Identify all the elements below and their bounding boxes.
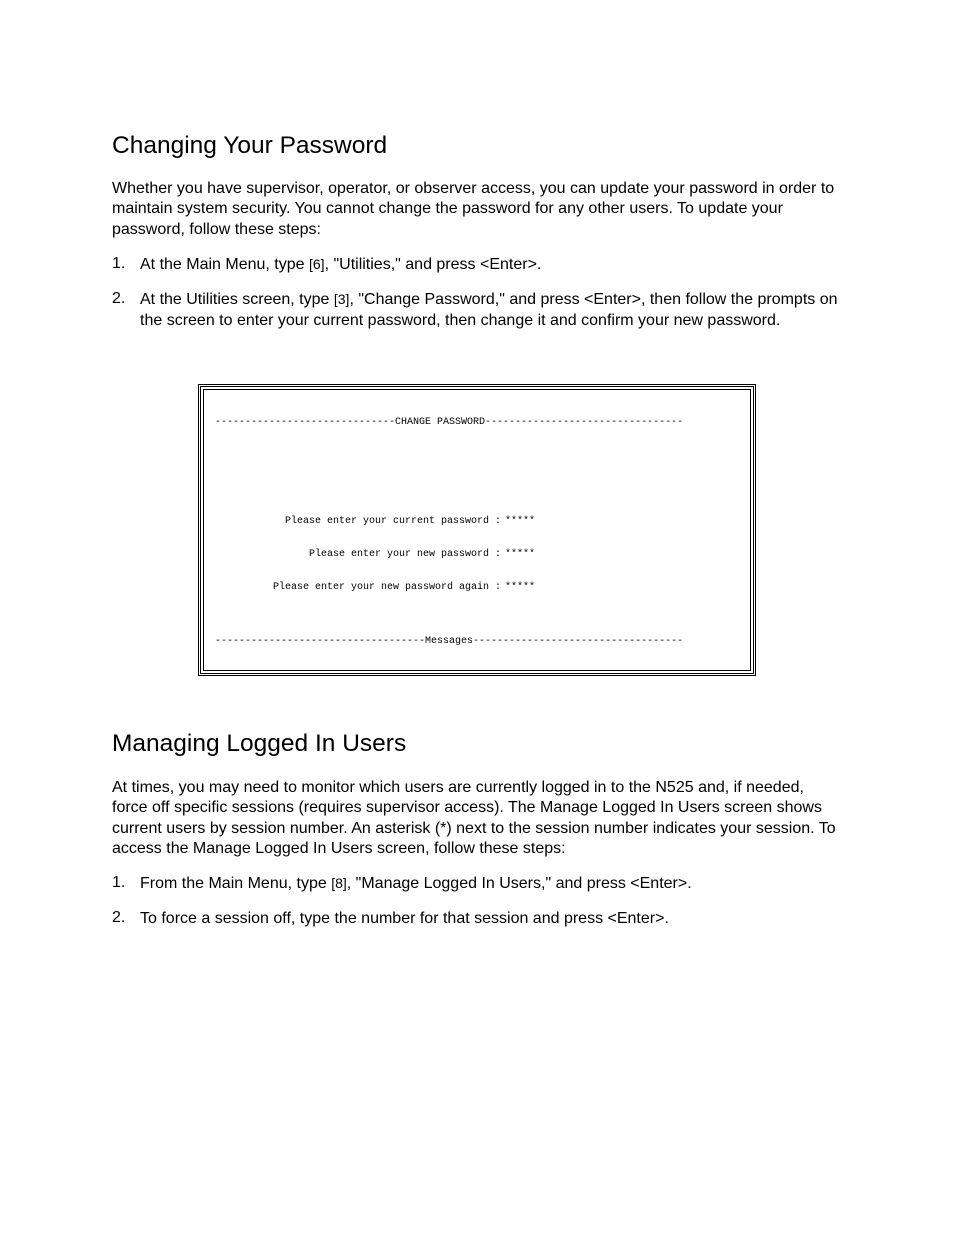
list-item (112, 289, 842, 331)
terminal-messages-bar: -----------------------------------Messages----------------------------------- (215, 636, 684, 647)
step-number: 1. (112, 874, 126, 891)
list-item (112, 254, 842, 275)
step-text: , "Change Password," and press <Enter>, then follow the prompts on the screen to enter your current password, then change it and confirm your new password. (140, 291, 838, 329)
section-heading-managing-users: Managing Logged In Users (112, 730, 407, 757)
terminal-masked-value: ***** (505, 549, 536, 560)
list-item (112, 908, 842, 929)
terminal-prompt: Please enter your new password again : (273, 582, 502, 593)
step-key: [8] (331, 875, 347, 891)
terminal-screenshot-change-password (198, 384, 756, 676)
steps-list (112, 873, 842, 944)
terminal-prompt: Please enter your current password : (285, 516, 502, 527)
section-intro-paragraph: At times, you may need to monitor which users are currently logged in to the N525 and, if needed, force off specific sessions (requires supervisor access). The Manage Logged In Users screen shows current users by session number. An asterisk (*) next to the session number indicates your session. To access the Manage Logged In Users screen, follow these steps: (112, 779, 836, 857)
step-number: 2. (112, 290, 126, 308)
step-number: 2. (112, 909, 126, 927)
step-text: To force a session off, type the number for that session and press <Enter>. (140, 910, 669, 928)
step-text: At the Main Menu, type (140, 256, 309, 273)
step-key: [6] (308, 256, 325, 272)
step-text: From the Main Menu, type (140, 875, 332, 892)
terminal-prompts (273, 494, 501, 615)
step-number: 1. (112, 255, 126, 272)
terminal-prompt: Please enter your new password : (309, 549, 502, 560)
step-text: , "Utilities," and press <Enter>. (324, 256, 542, 273)
step-text: , "Manage Logged In Users," and press <Enter>. (346, 875, 692, 892)
terminal-masked-value: ***** (505, 516, 536, 527)
terminal-values (505, 494, 535, 615)
section-intro-paragraph: Whether you have supervisor, operator, or observer access, you can update your password in order to maintain system security. You cannot change the password for any other users. To update your password, follow these steps: (112, 180, 835, 238)
step-key: [3] (333, 291, 350, 308)
steps-list (112, 254, 842, 345)
terminal-masked-value: ***** (505, 582, 536, 593)
section-heading-changing-password: Changing Your Password (112, 132, 388, 159)
list-item (112, 873, 842, 894)
terminal-header: ------------------------------CHANGE PASSWORD--------------------------------- (215, 417, 684, 428)
step-text: At the Utilities screen, type (140, 291, 334, 309)
